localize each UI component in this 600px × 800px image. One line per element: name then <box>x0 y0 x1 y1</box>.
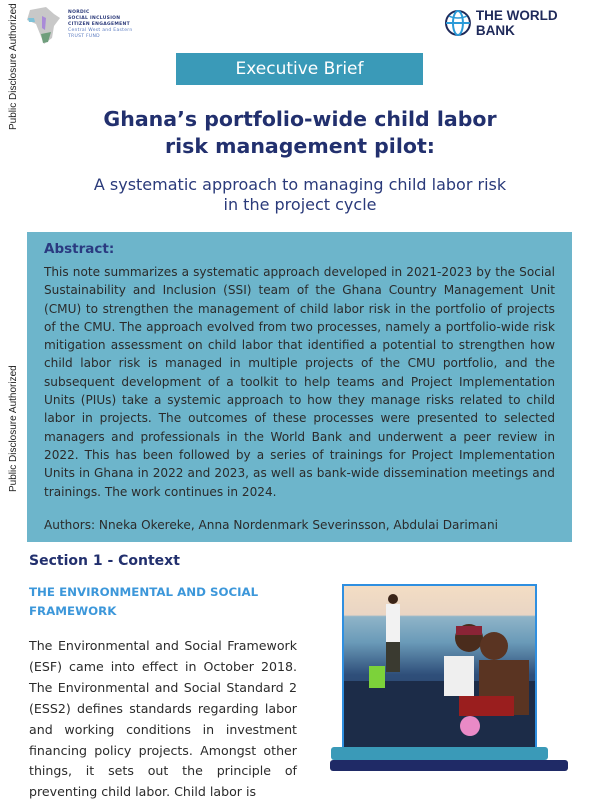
subtitle-line: in the project cycle <box>223 195 377 214</box>
abstract-body: This note summarizes a systematic approach developed in 2021-2023 by the Social Sustainability and Inclusion (SSI) team of the Ghana Country Management Unit (CMU) to strengthen the management of child labor risk in the portfolio of projects of the CMU. The approach evolved from two processes, namely a portfolio-wide risk mitigation assessment on child labor that identified a potential to strengthen how child labor risk is managed in multiple projects of the CMU portfolio, and the subsequent development of a toolkit to help teams and Project Implementation Units (PIUs) take a systemic approach to how they manage risks related to child labor in projects. The outcomes of these processes were presented to selected managers and professionals in the World Bank and underwent a peer review in 2022. This has been followed by a series of trainings for Project Implementation Units in Ghana in 2022 and 2023, as well as bank-wide dissemination meetings and trainings. The work continues in 2024. <box>44 265 555 499</box>
photo-illustration <box>344 586 537 749</box>
africa-map-icon <box>24 4 62 46</box>
executive-brief-badge: Executive Brief <box>176 53 423 85</box>
section-subheading: THE ENVIRONMENTAL AND SOCIAL FRAMEWORK <box>29 585 259 618</box>
world-bank-name: THE WORLD BANK <box>475 8 558 38</box>
authors: Authors: Nneka Okereke, Anna Nordenmark Severinsson, Abdulai Darimani <box>44 518 498 532</box>
globe-icon <box>444 9 472 37</box>
title-line: risk management pilot: <box>165 134 435 158</box>
page-title <box>0 106 600 160</box>
section-body: The Environmental and Social Framework (ESF) came into effect in October 2018. The Environmental and Social Standard 2 (ESS2) defines standards regarding labor and working conditions in investment financing policy projects. Amongst other things, it sets out the principle of preventing child labor. Child labor is <box>29 638 297 800</box>
partner-logo <box>24 4 133 46</box>
disclosure-label: Public Disclosure Authorized <box>8 365 19 492</box>
subtitle-line: A systematic approach to managing child labor risk <box>93 175 507 194</box>
title-line: Ghana’s portfolio-wide child labor <box>103 107 497 131</box>
logo-line: Central West and Eastern <box>68 28 133 33</box>
disclosure-label: Public Disclosure Authorized <box>8 3 19 130</box>
children-photo <box>342 584 537 749</box>
section-heading: Section 1 - Context <box>29 553 180 569</box>
logo-line: TRUST FUND <box>68 34 100 39</box>
photo-frame-bar <box>331 747 548 760</box>
abstract-heading: Abstract: <box>44 241 115 257</box>
logo-line: SOCIAL INCLUSION <box>68 16 121 21</box>
photo-frame-base <box>330 760 568 771</box>
abstract-box <box>27 232 572 542</box>
logo-line: NORDIC <box>68 10 90 15</box>
logo-line: CITIZEN ENGAGEMENT <box>68 22 130 27</box>
page-subtitle <box>0 175 600 215</box>
world-bank-logo <box>444 8 600 38</box>
